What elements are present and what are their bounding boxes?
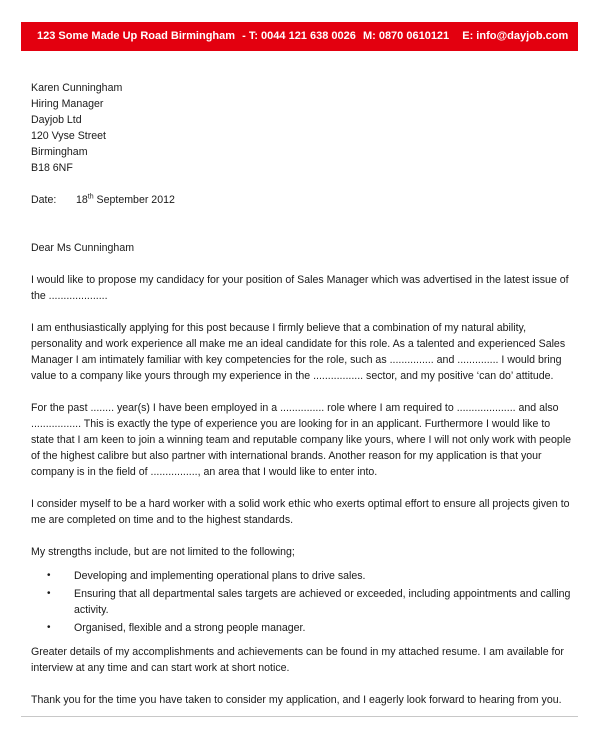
recipient-address-block bbox=[31, 80, 576, 176]
strength-text: Organised, flexible and a strong people manager. bbox=[74, 622, 306, 634]
recipient-title: Hiring Manager bbox=[31, 98, 104, 110]
paragraph-closing-text: Thank you for the time you have taken to consider my application, and I eagerly look forward to hearing from you. bbox=[31, 694, 562, 706]
recipient-company: Dayjob Ltd bbox=[31, 114, 82, 126]
strength-text: Developing and implementing operational plans to drive sales. bbox=[74, 570, 366, 582]
date-month-year: September 2012 bbox=[96, 194, 175, 206]
recipient-street: 120 Vyse Street bbox=[31, 130, 106, 142]
list-item bbox=[31, 620, 576, 636]
bullet-icon: • bbox=[47, 622, 51, 633]
list-item bbox=[31, 568, 576, 584]
strengths-list bbox=[31, 568, 576, 636]
paragraph-strengths-intro-text: My strengths include, but are not limited to the following; bbox=[31, 546, 295, 558]
recipient-name: Karen Cunningham bbox=[31, 82, 123, 94]
recipient-postcode: B18 6NF bbox=[31, 162, 73, 174]
paragraph-motivation-text: I am enthusiastically applying for this post because I firmly believe that a combination of my natural ability, personality and work experience all make me an ideal candidate for this role. As a talented and experienced Sales Manager I am intimately familiar with key competencies for the role, such as ............... and .............. I would bring value to a company like yours through my experience in the ................. sector, and my positive ‘can do’ attitude. bbox=[31, 322, 566, 382]
letter-body bbox=[31, 80, 576, 708]
paragraph-experience bbox=[31, 400, 576, 480]
header-mobile: M: 0870 0610121 bbox=[362, 30, 450, 42]
paragraph-work-ethic bbox=[31, 496, 576, 528]
strength-text: Ensuring that all departmental sales targets are achieved or exceeded, including appointments and calling activity. bbox=[74, 588, 571, 616]
paragraph-intro bbox=[31, 272, 576, 304]
header-address: 123 Some Made Up Road Birmingham bbox=[37, 30, 236, 42]
list-item bbox=[31, 586, 576, 618]
paragraph-motivation bbox=[31, 320, 576, 384]
paragraph-strengths-intro bbox=[31, 544, 576, 560]
contact-header-bar bbox=[21, 22, 578, 51]
date-label: Date: bbox=[31, 194, 57, 206]
date-day: 18 bbox=[75, 194, 88, 206]
salutation: Dear Ms Cunningham bbox=[31, 242, 135, 254]
page-divider bbox=[21, 716, 578, 717]
header-email: E: info@dayjob.com bbox=[462, 30, 569, 42]
bullet-icon: • bbox=[47, 570, 51, 581]
date-line bbox=[31, 192, 576, 208]
paragraph-intro-text: I would like to propose my candidacy for your position of Sales Manager which was advertised in the latest issue of the .................... bbox=[31, 274, 569, 302]
paragraph-availability bbox=[31, 644, 576, 676]
paragraph-experience-text: For the past ........ year(s) I have been employed in a ............... role where I am required to .................... and also ................. This is exactly the type of experience you are looking for in an applicant. Furthermore I would like to state that I am keen to join a winning team and reputable company like yours, where I will not only work with people of the highest calibre but also partner with international brands. Another reason for my application is that your company is in the field of ................, an area that I would like to enter into. bbox=[31, 402, 571, 478]
date-day-suffix: th bbox=[87, 193, 94, 201]
paragraph-closing bbox=[31, 692, 576, 708]
header-telephone: - T: 0044 121 638 0026 bbox=[242, 30, 356, 42]
bullet-icon: • bbox=[47, 588, 51, 599]
paragraph-availability-text: Greater details of my accomplishments and achievements can be found in my attached resume. I am available for interview at any time and can start work at short notice. bbox=[31, 646, 564, 674]
recipient-city: Birmingham bbox=[31, 146, 88, 158]
date-value bbox=[76, 194, 175, 206]
paragraph-work-ethic-text: I consider myself to be a hard worker with a solid work ethic who exerts optimal effort to ensure all projects given to me are completed on time and to the highest standards. bbox=[31, 498, 570, 526]
